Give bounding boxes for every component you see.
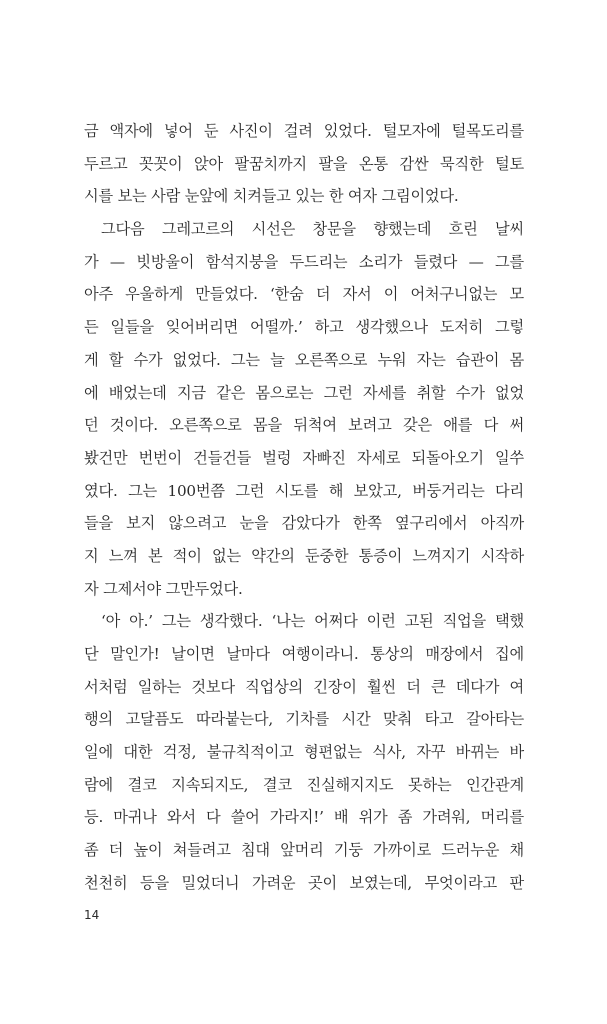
text-line: 아주 우울하게 만들었다. ‘한숨 더 자서 이 어처구니없는 모	[84, 285, 524, 304]
text-line: 시를 보는 사람 눈앞에 치켜들고 있는 한 여자 그림이었다.	[84, 187, 459, 206]
text-line: 그다음 그레고르의 시선은 창문을 향했는데 흐린 날씨	[101, 220, 524, 239]
text-line: 가 — 빗방울이 함석지붕을 두드리는 소리가 들렸다 — 그를	[84, 252, 524, 271]
text-line: ‘아 아.’ 그는 생각했다. ‘나는 어쩌다 이런 고된 직업을 택했	[101, 612, 524, 631]
text-line: 좀 더 높이 쳐들려고 침대 앞머리 기둥 가까이로 드러누운 채	[84, 841, 524, 860]
text-line: 천천히 등을 밀었더니 가려운 곳이 보였는데, 무엇이라고 판	[84, 873, 524, 892]
body-text	[84, 115, 524, 900]
text-line: 행의 고달픔도 따라붙는다, 기차를 시간 맞춰 타고 갈아타는	[84, 710, 524, 729]
text-line: 에 배었는데 지금 같은 몸으로는 그런 자세를 취할 수가 없었	[84, 383, 524, 402]
text-line: 단 말인가! 날이면 날마다 여행이라니. 통상의 매장에서 집에	[84, 645, 524, 663]
text-line: 봤건만 번번이 건들건들 벌렁 자빠진 자세로 되돌아오기 일쑤	[84, 448, 524, 467]
text-line: 든 일들을 잊어버리면 어떨까.’ 하고 생각했으나 도저히 그렇	[84, 318, 524, 337]
text-line: 들을 보지 않으려고 눈을 감았다가 한쪽 옆구리에서 아직까	[84, 514, 524, 533]
text-line: 일에 대한 걱정, 불규칙적이고 형편없는 식사, 자꾸 바뀌는 바	[84, 743, 524, 762]
text-line: 였다. 그는 100번쯤 그런 시도를 해 보았고, 버둥거리는 다리	[84, 481, 524, 500]
text-line: 두르고 꼿꼿이 앉아 팔꿈치까지 팔을 온통 감싼 묵직한 털토	[84, 154, 524, 173]
text-line: 게 할 수가 없었다. 그는 늘 오른쪽으로 누워 자는 습관이 몸	[84, 350, 524, 369]
text-line: 지 느껴 본 적이 없는 약간의 둔중한 통증이 느껴지기 시작하	[84, 546, 524, 565]
text-line: 등. 마귀나 와서 다 쓸어 가라지!’ 배 위가 좀 가려워, 머리를	[84, 808, 524, 827]
text-line: 금 액자에 넣어 둔 사진이 걸려 있었다. 털모자에 털목도리를	[84, 122, 524, 140]
text-line: 던 것이다. 오른쪽으로 몸을 뒤척여 보려고 갖은 애를 다 써	[84, 416, 524, 435]
page-number: 14	[84, 908, 100, 922]
text-line: 람에 결코 지속되지도, 결코 진실해지지도 못하는 인간관계	[84, 775, 524, 794]
text-line: 자 그제서야 그만두었다.	[84, 579, 243, 598]
text-line: 서처럼 일하는 것보다 직업상의 긴장이 훨씬 더 큰 데다가 여	[84, 677, 524, 696]
